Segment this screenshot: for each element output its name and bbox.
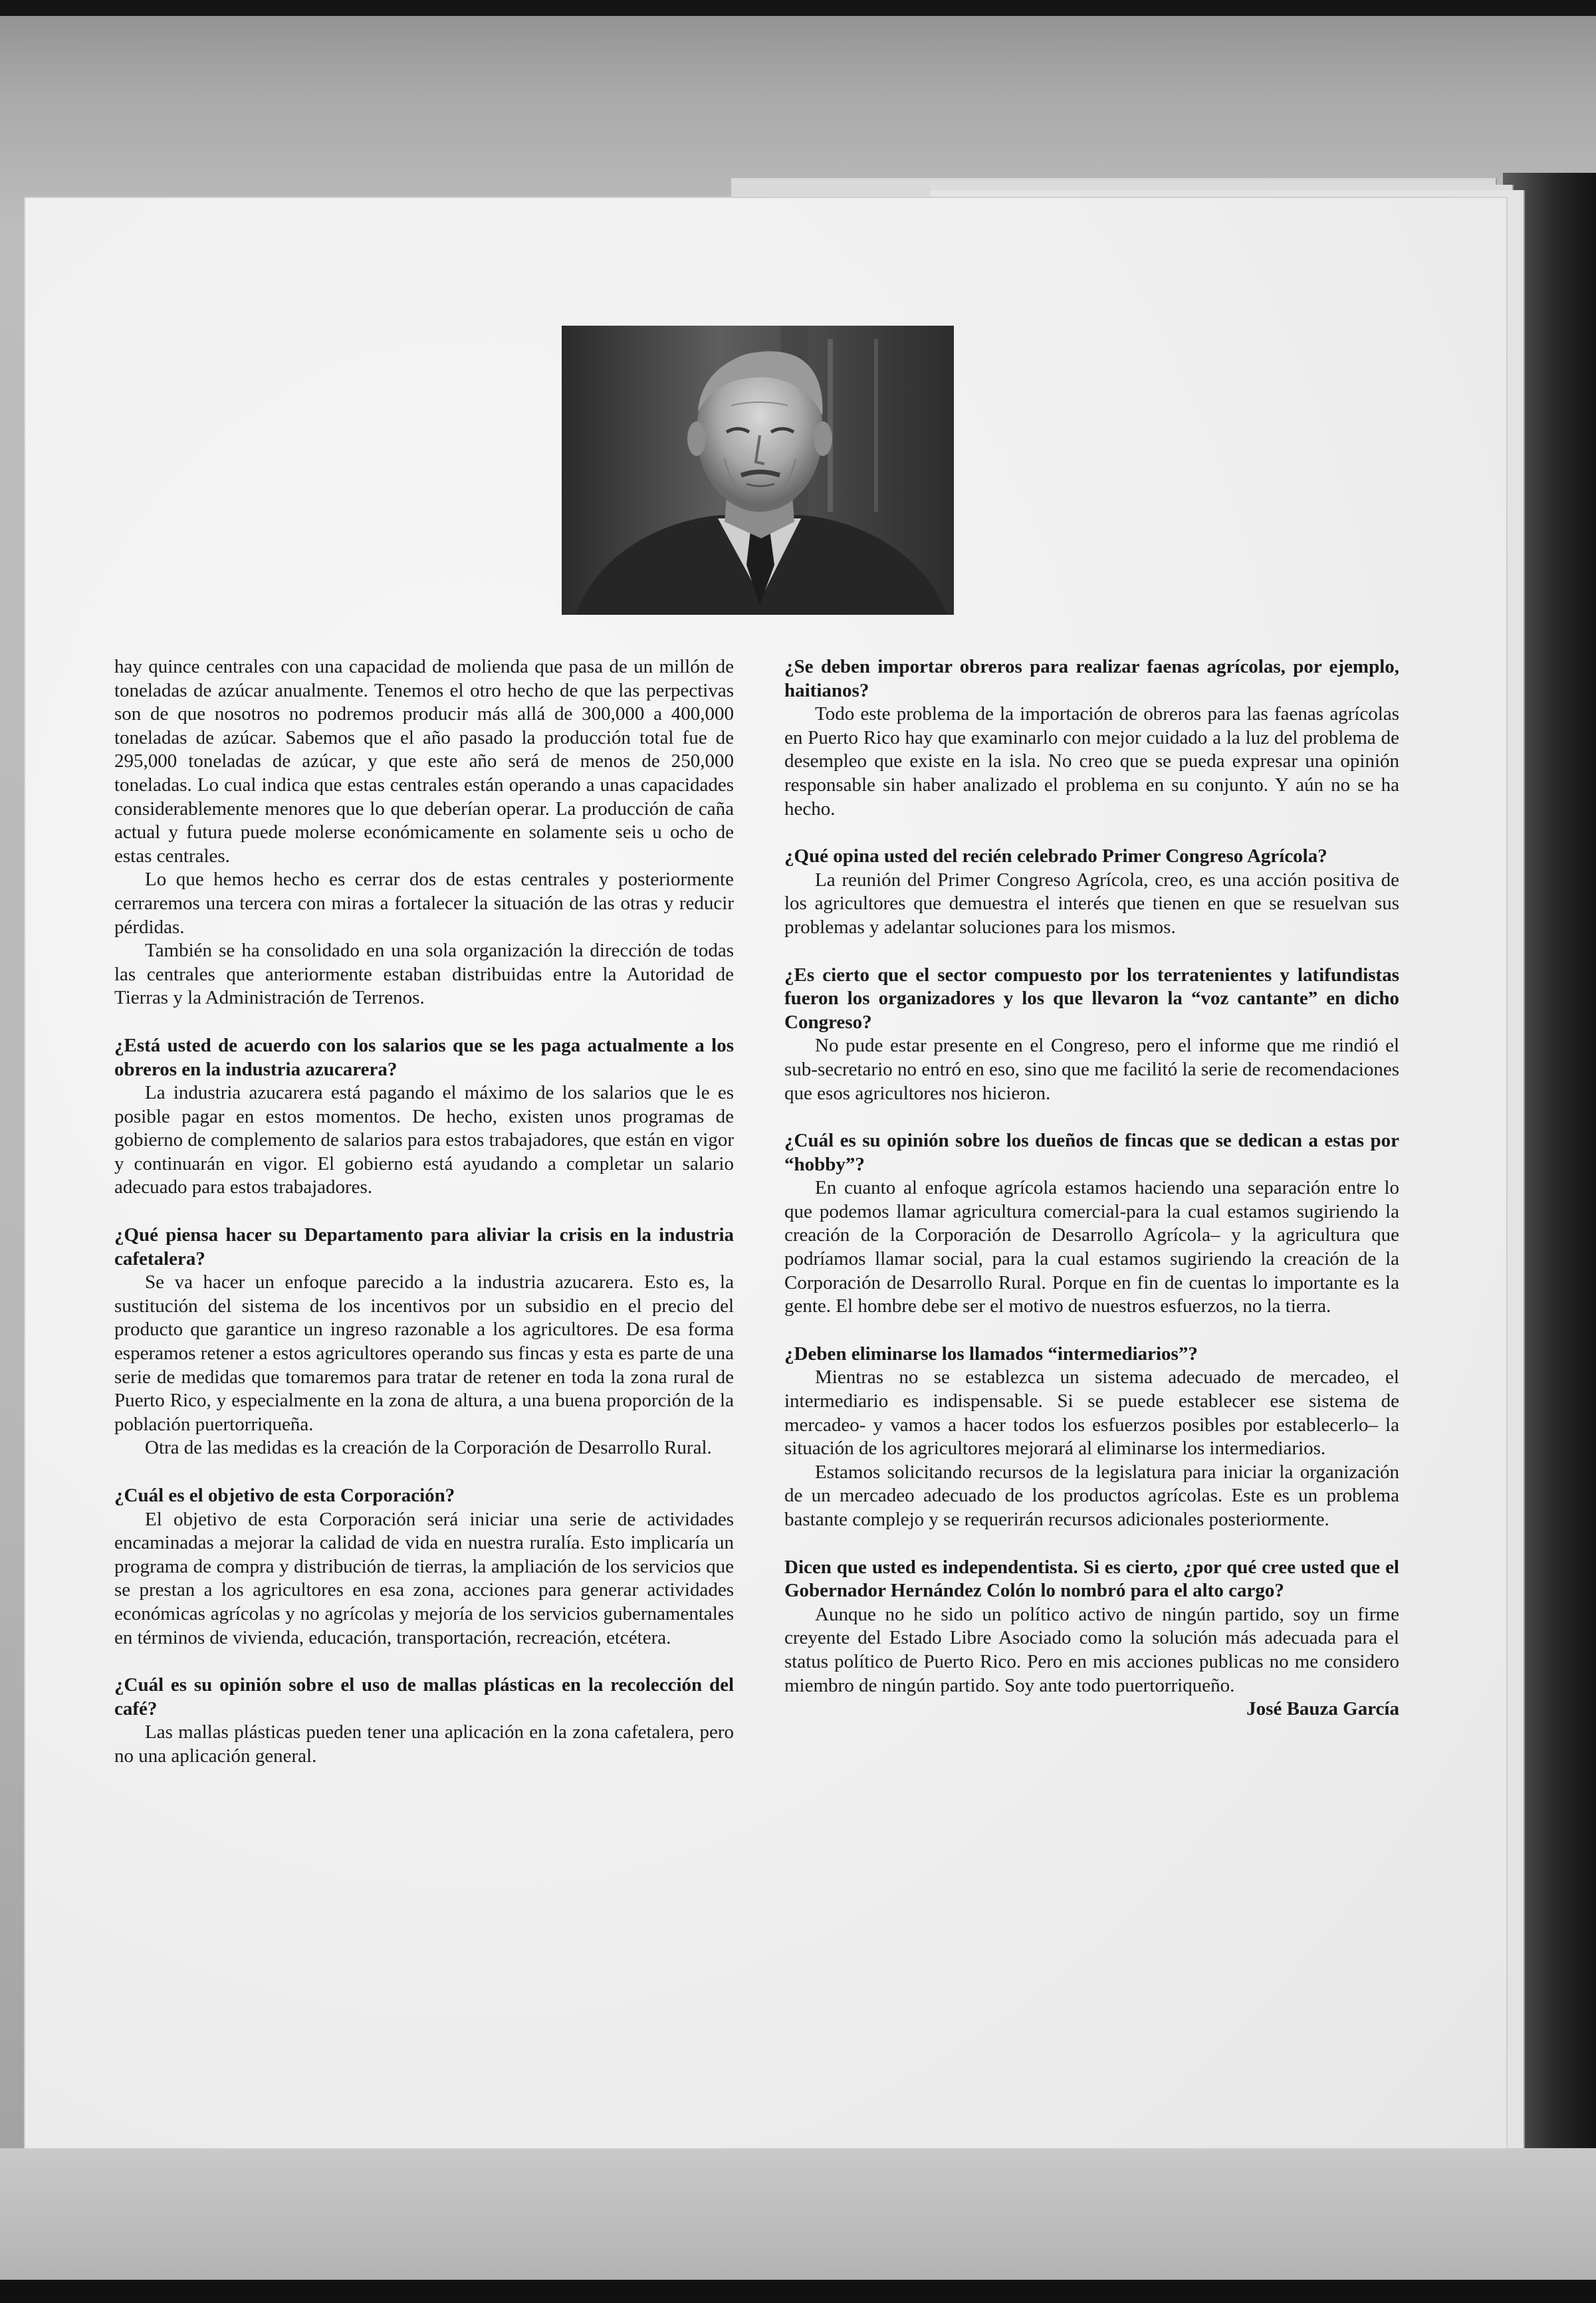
article-column-left: [114, 655, 734, 1769]
portrait-photo: [562, 326, 954, 615]
answer-paragraph: En cuanto al enfoque agrícola estamos haciendo una separación entre lo que podemos llamar agricultura comercial-para la cual estamos sugiriendo la creación de la Corporación de Desarrollo Agrícola– y la agricultura que podríamos llamar social, para la cual estamos sugiriendo la creación de la Corporación de Desarrollo Rural. Porque en fin de cuentas lo importante es la gente. El hombre debe ser el motivo de nuestros esfuerzos, no la tierra.: [784, 1177, 1399, 1317]
interview-question: Dicen que usted es independentista. Si es cierto, ¿por qué cree usted que el Gobernador Hernández Colón lo nombró para el alto cargo?: [784, 1556, 1399, 1602]
answer-paragraph: Se va hacer un enfoque parecido a la industria azucarera. Esto es, la sustitución del sistema de los incentivos por un subsidio en el precio del producto que garantice un ingreso razonable a los agricultores. De esa forma esperamos retener a estos agricultores operando sus fincas y esta es parte de una serie de medidas que tomaremos para tratar de retener en toda la zona rural de Puerto Rico, y especialmente en la zona de altura, a una buena proporción de la población puertorriqueña.: [114, 1271, 734, 1435]
scanner-top-edge: [0, 0, 1596, 16]
interview-question: ¿Cuál es el objetivo de esta Corporación?: [114, 1485, 455, 1506]
answer-paragraph: El objetivo de esta Corporación será iniciar una serie de actividades encaminadas a mejorar la calidad de vida en nuestra ruralía. Esto implicaría un programa de compra y distribución de tierras, la ampliación de los servicios que se prestan a los agricultores en esa zona, acciones para generar actividades económicas agrícolas y no agrícolas y mejoría de los servicios gubernamentales en términos de vivienda, educación, transportación, recreación, etcétera.: [114, 1508, 734, 1648]
answer-paragraph: También se ha consolidado en una sola organización la dirección de todas las centrales que anteriormente estaban distribuidas entre la Autoridad de Tierras y la Administración de Terrenos.: [114, 940, 734, 1009]
interview-question: ¿Deben eliminarse los llamados “intermediarios”?: [784, 1343, 1198, 1365]
article-column-right: [784, 655, 1399, 1721]
answer-paragraph: Las mallas plásticas pueden tener una aplicación en la zona cafetalera, pero no una aplicación general.: [114, 1721, 734, 1767]
answer-paragraph: Mientras no se establezca un sistema adecuado de mercadeo, el intermediario es indispensable. Si se puede establecer ese sistema de mercadeo- y vamos a hacer todos los esfuerzos posibles por establecerlo– la situación de los agricultores mejorará al eliminarse los intermediarios.: [784, 1367, 1399, 1460]
answer-paragraph: hay quince centrales con una capacidad de molienda que pasa de un millón de toneladas de azúcar anualmente. Tenemos el otro hecho de que las perpectivas son de que nosotros no podremos producir más allá de 300,000 a 400,000 toneladas de azúcar. Sabemos que el año pasado la producción total fue de 295,000 toneladas de azúcar, y que este año será de menos de 250,000 toneladas. Lo cual indica que estas centrales están operando a unas capacidades considerablemente menores que lo que deberían operar. La producción de caña actual y futura puede molerse económicamente en solamente seis u ocho de estas centrales.: [114, 656, 734, 867]
answer-paragraph: Aunque no he sido un político activo de ningún partido, soy un firme creyente del Estado Libre Asociado como la solución más adecuada para el status político de Puerto Rico. Pero en mis acciones publicas no me considero miembro de ningún partido. Soy ante todo puertorriqueño.: [784, 1603, 1399, 1696]
answer-paragraph: Todo este problema de la importación de obreros para las faenas agrícolas en Puerto Rico hay que examinarlo con mejor cuidado a la luz del problema de desempleo que existe en la isla. No creo que se pueda expresar una opinión responsable sin haber analizado el problema en su conjunto. Y aún no se ha hecho.: [784, 703, 1399, 820]
answer-paragraph: Lo que hemos hecho es cerrar dos de estas centrales y posteriormente cerraremos una tercera con miras a fortalecer la situación de las otras y reducir pérdidas.: [114, 869, 734, 938]
answer-paragraph: Otra de las medidas es la creación de la Corporación de Desarrollo Rural.: [145, 1437, 712, 1459]
interview-question: ¿Se deben importar obreros para realizar faenas agrícolas, por ejemplo, haitianos?: [784, 656, 1399, 701]
scanner-bottom-edge: [0, 2280, 1596, 2303]
author-signature: José Bauza García: [1246, 1698, 1399, 1720]
answer-paragraph: No pude estar presente en el Congreso, pero el informe que me rindió el sub-secretario no entró en eso, sino que me facilitó la serie de recomendaciones que esos agricultores nos hicieron.: [784, 1035, 1399, 1104]
interview-question: ¿Cuál es su opinión sobre el uso de mallas plásticas en la recolección del café?: [114, 1674, 734, 1719]
answer-paragraph: La industria azucarera está pagando el máximo de los salarios que le es posible pagar en estos momentos. De hecho, existen unos programas de gobierno de complemento de salarios para estos trabajadores, que están en vigor y continuarán en vigor. El gobierno está ayudando a completar un salario adecuado para estos trabajadores.: [114, 1082, 734, 1198]
portrait-photo-illustration: [562, 326, 954, 615]
interview-question: ¿Está usted de acuerdo con los salarios que se les paga actualmente a los obreros en la industria azucarera?: [114, 1034, 734, 1080]
interview-question: ¿Cuál es su opinión sobre los dueños de fincas que se dedican a estas por “hobby”?: [784, 1130, 1399, 1175]
interview-question: ¿Qué piensa hacer su Departamento para aliviar la crisis en la industria cafetalera?: [114, 1224, 734, 1269]
answer-paragraph: Estamos solicitando recursos de la legislatura para iniciar la organización de un mercadeo adecuado de los productos agrícolas. Este es un problema bastante complejo y se requerirán recursos adicionales posteriormente.: [784, 1461, 1399, 1530]
answer-paragraph: La reunión del Primer Congreso Agrícola, creo, es una acción positiva de los agricultores que demuestra el interés que tienen en que se resuelvan sus problemas y adelantar soluciones para los mismos.: [784, 869, 1399, 938]
interview-question: ¿Es cierto que el sector compuesto por los terratenientes y latifundistas fueron los organizadores y los que llevaron la “voz cantante” en dicho Congreso?: [784, 964, 1399, 1033]
scan-bottom-surface: [0, 2148, 1596, 2280]
interview-question: ¿Qué opina usted del recién celebrado Primer Congreso Agrícola?: [784, 845, 1327, 867]
